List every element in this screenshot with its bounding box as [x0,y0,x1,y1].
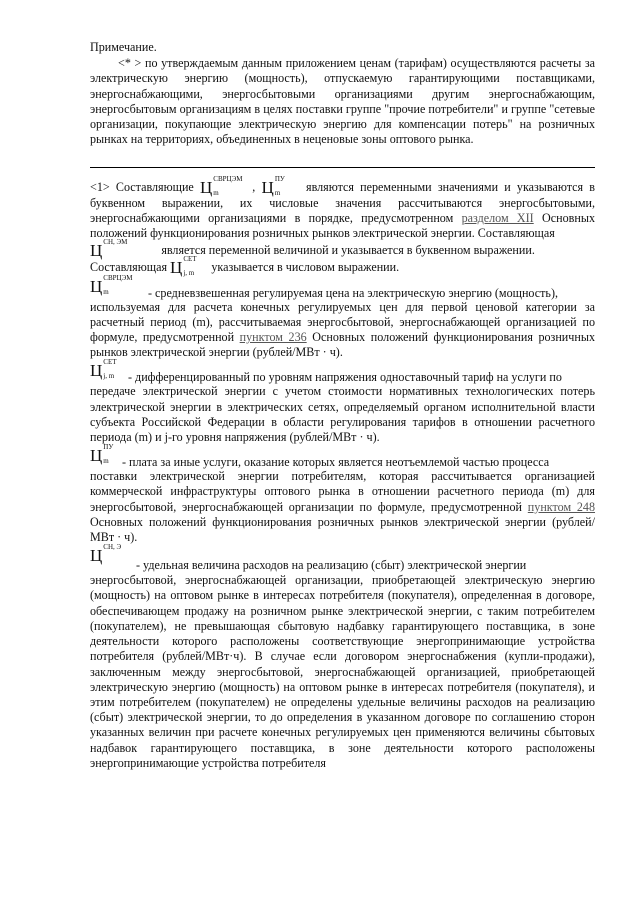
definition-2-head: Ц СЕТ j, m - дифференцированный по уровням напряжения одноставочный тариф на услуги по [90,358,562,385]
definition-1-head: Ц СВРЦЭМ m - средневзвешенная регулируемая цена на электрическую энергию (мощность), [90,273,558,300]
link-section-xii[interactable]: разделом XII [461,210,534,225]
symbol-c-pu: Ц ПУ m [261,175,285,198]
footnote-lead: <1> Составляющие [90,180,194,195]
definition-2-body: передаче электрической энергии с учетом стоимости нормативных технологических потерь электрической энергии в электрических сетях, определяемый органом исполнительной власти субъекта Российской Федерации в области регулирования тарифов в отношении расчетного периода (m) и j-го уровня напряжения (рублей/МВт · ч). [90,384,595,445]
definition-4-head: Ц СН, Э - удельная величина расходов на реализацию (сбыт) электрической энергии [90,543,527,573]
definition-1-body: используемая для расчета конечных регулируемых цен для первой ценовой категории за расчетный период (m), рассчитываемая энергосбытовой, энергоснабжающей организацией по формуле, предусмотренной пунктом 236 Основных положений функционирования розничных рынков электрической энергии (рублей/МВт · ч). [90,299,595,360]
definition-3-head: Ц ПУ m - плата за иные услуги, оказание которых является неотъемлемой частью процесса [90,443,550,470]
note-title: Примечание. [90,40,157,54]
link-point-236[interactable]: пунктом 236 [239,330,307,345]
symbol-c-svrcem-def: Ц СВРЦЭМ m [90,273,133,296]
footnote-paragraph-2 [90,238,595,261]
note-text: <* > по утверждаемым данным приложением ценам (тарифам) осуществляются расчеты за электрическую энергию (мощность), отпускаемую гарантирующими поставщиками, энергоснабжающими, энергосбытовыми организациями другим энергоснабжающим, энергосбытовым организациям в целях поставки группе "прочие потребители" и группе "сетевые организации, покупающие электрическую энергию для компенсации потерь" на розничных рынках на территориях, объединенных в неценовые зоны оптового рынка. [90,56,595,147]
definition-4-body: энергосбытовой, энергоснабжающей организации, приобретающей электрическую энергию (мощность) на оптовом рынке в интересах потребителя (покупателя), определенная в договоре, обеспечивающем продажу на розничном рынке электрической энергии, с таким потребителем (покупателем), не превышающая сбытовую надбавку гарантирующего поставщика, в зоне деятельности которого расположены соответствующие энергопринимающие устройства потребителя (рублей/МВт·ч). В случае если договором энергоснабжения (купли-продажи), заключенным между энергосбытовой, энергоснабжающей организацией, приобретающей электрическую энергию (мощность) на оптовом рынке в интересах потребителя (покупателя), и этим потребителем (покупателем) не определены удельные величины расходов на реализацию (сбыт) электрической энергии, то до определения в указанном договоре по соглашению сторон указанных величин при расчете конечных регулируемых цен применяются величины сбытовых надбавок гарантирующего поставщика, в зоне деятельности которого расположены энергопринимающие устройства потребителя [90,573,595,770]
document-page [90,40,595,771]
symbol-c-set: Ц СЕТ j, m [170,255,197,278]
link-point-248[interactable]: пунктом 248 [527,499,596,514]
footnote-text-3: является переменной величиной и указывается в буквенном выражении. [161,243,535,258]
footnote-paragraph: <1> Составляющие Ц СВРЦЭМ m , Ц ПУ m являются переменными значениями и указываются в буквенном выражении, их числовые значения рассчитываются энергосбытовыми, энергоснабжающими организациями в порядке, предусмотренном разделом XII Основных положений функционирования розничных рынков электрической энергии. Составляющая [90,175,596,241]
footnote-text-2: Основных положений функционирования розничных рынков электрической энергии. Составляющая [90,210,596,241]
footnote-text-1: являются переменными значениями и указываются в буквенном выражении, их числовые значения рассчитываются энергосбытовыми, энергоснабжающими организациями в порядке, предусмотренном [90,180,595,225]
footnote-paragraph-3 [90,255,595,278]
symbol-c-svrcem: Ц СВРЦЭМ m [200,175,243,198]
definition-3-body: поставки электрической энергии потребителям, которая рассчитывается организацией коммерческой инфраструктуры оптового рынка в отношении расчетного периода (m) для энергосбытовой, энергоснабжающей организации по формуле, предусмотренной пунктом 248 Основных положений функционирования розничных рынков электрической энергии (рублей/МВт · ч). [90,469,596,545]
symbol-c-pu-def: Ц ПУ m [90,443,114,466]
symbol-c-sn-em: Ц СН, ЭМ [90,238,128,261]
footnote-divider [90,167,595,168]
symbol-c-sn-e-def: Ц СН, Э [90,543,122,566]
footnote-text-4: указывается в числовом выражении. [211,260,400,275]
footnote-lead-2: Составляющая [90,260,168,275]
symbol-c-set-def: Ц СЕТ j, m [90,358,117,381]
